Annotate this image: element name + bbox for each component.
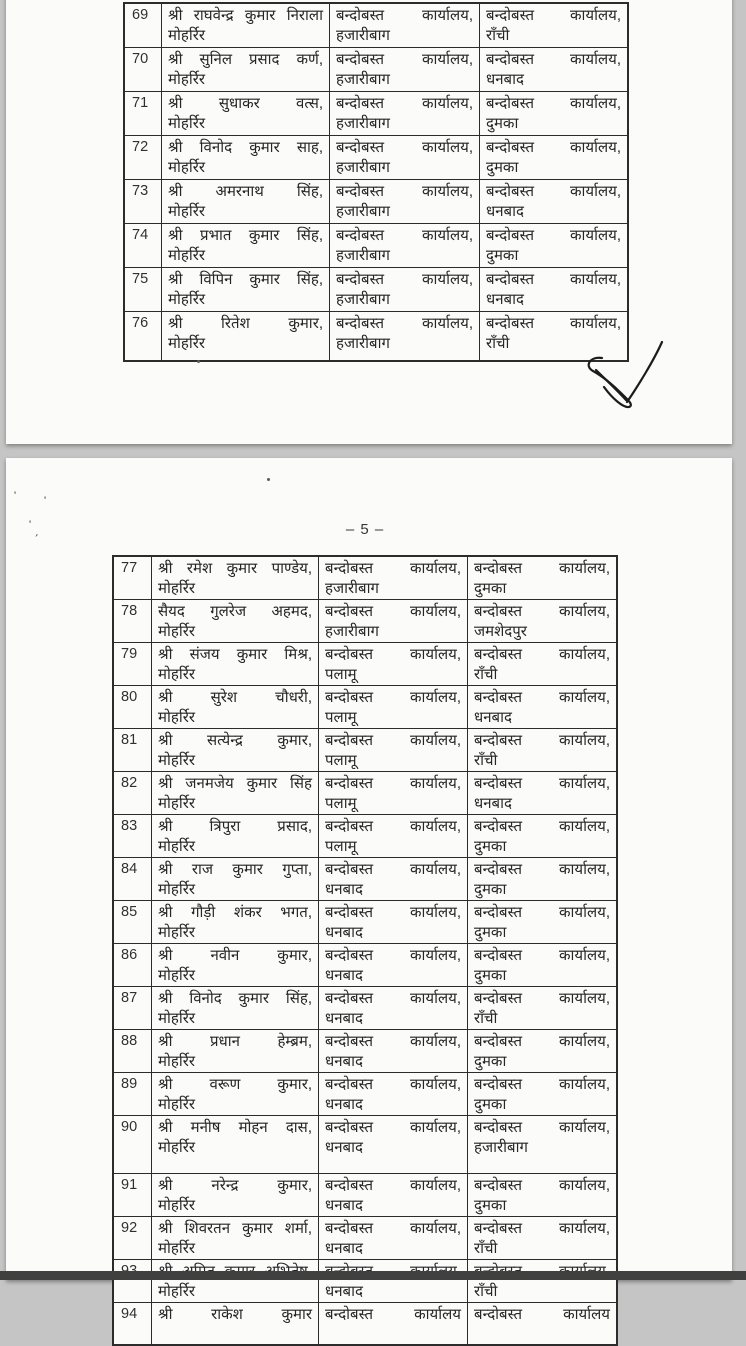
page-number: – 5 –: [345, 521, 385, 538]
name-cell-line: मोहर्रिर: [168, 202, 205, 220]
from-office-cell-line: बन्दोबस्त कार्यालय,: [325, 947, 461, 964]
name-cell: [162, 48, 330, 91]
table-row: [125, 180, 627, 224]
to-office-cell-line: बन्दोबस्त कार्यालय,: [474, 947, 610, 964]
ink-speck: ': [29, 519, 32, 531]
to-office-cell: [480, 48, 627, 91]
name-cell-line: श्री सत्येन्द्र कुमार,: [158, 732, 312, 749]
to-office-cell: [468, 1260, 616, 1302]
table-row: [114, 772, 616, 815]
to-office-cell: [468, 557, 616, 599]
bottom-bar: [0, 1271, 746, 1280]
to-office-cell-line: बन्दोबस्त कार्यालय,: [474, 689, 610, 706]
to-office-cell: [480, 92, 627, 135]
table-row: [114, 901, 616, 944]
to-office-cell-line: दुमका: [474, 966, 507, 984]
serial-number-cell: 79: [114, 643, 152, 685]
name-cell: [152, 901, 319, 943]
scanned-page-5: [6, 458, 732, 1323]
to-office-cell-line: बन्दोबस्त कार्यालय,: [486, 183, 621, 200]
from-office-cell-line: धनबाद: [325, 1239, 363, 1257]
from-office-cell: [319, 944, 468, 986]
to-office-cell: [480, 180, 627, 223]
to-office-cell-line: दुमका: [486, 158, 519, 176]
name-cell-line: श्री मनीष मोहन दास,: [158, 1119, 312, 1136]
name-cell: [162, 312, 330, 360]
name-cell: [152, 729, 319, 771]
to-office-cell-line: राँची: [474, 751, 498, 769]
to-office-cell-line: बन्दोबस्त कार्यालय,: [474, 990, 610, 1007]
serial-number-cell: 71: [125, 92, 162, 135]
from-office-cell-line: बन्दोबस्त कार्यालय,: [325, 990, 461, 1007]
ink-speck: [267, 478, 270, 481]
to-office-cell: [468, 858, 616, 900]
name-cell-line: श्री गौड़ी शंकर भगत,: [158, 904, 312, 921]
name-cell: [152, 1116, 319, 1173]
to-office-cell: [468, 901, 616, 943]
name-cell-line: श्री शिवरतन कुमार शर्मा,: [158, 1220, 312, 1237]
serial-number-cell: 80: [114, 686, 152, 728]
from-office-cell-line: बन्दोबस्त कार्यालय,: [336, 51, 473, 68]
table-row: [114, 1116, 616, 1174]
from-office-cell-line: हजारीबाग: [336, 334, 390, 352]
to-office-cell-line: दुमका: [474, 880, 507, 898]
name-cell: [162, 224, 330, 267]
name-cell-line: मोहर्रिर: [168, 290, 205, 308]
signature-scribble: [572, 336, 676, 416]
table-row: [114, 1174, 616, 1217]
to-office-cell-line: बन्दोबस्त कार्यालय,: [474, 560, 610, 577]
from-office-cell-line: बन्दोबस्त कार्यालय,: [325, 689, 461, 706]
to-office-cell-line: दुमका: [474, 837, 507, 855]
from-office-cell-line: पलामू: [325, 751, 357, 769]
table-row: [125, 268, 627, 312]
from-office-cell-line: बन्दोबस्त कार्यालय,: [325, 861, 461, 878]
to-office-cell-line: बन्दोबस्त कार्यालय,: [474, 904, 610, 921]
to-office-cell-line: धनबाद: [486, 70, 524, 88]
name-cell: [152, 858, 319, 900]
name-cell-line: श्री वरूण कुमार,: [158, 1076, 312, 1093]
to-office-cell-line: बन्दोबस्त कार्यालय,: [486, 271, 621, 288]
name-cell-line: मोहर्रिर: [158, 622, 195, 640]
name-cell: [152, 643, 319, 685]
from-office-cell-line: बन्दोबस्त कार्यालय,: [325, 732, 461, 749]
to-office-cell: [468, 944, 616, 986]
name-cell-line: श्री सुधाकर वत्स,: [168, 95, 323, 112]
from-office-cell: [319, 987, 468, 1029]
to-office-cell: [468, 686, 616, 728]
to-office-cell: [468, 1217, 616, 1259]
to-office-cell: [480, 268, 627, 311]
to-office-cell: [468, 1030, 616, 1072]
to-office-cell-line: धनबाद: [486, 202, 524, 220]
from-office-cell-line: पलामू: [325, 665, 357, 683]
from-office-cell-line: धनबाद: [325, 966, 363, 984]
name-cell-line: श्री राकेश कुमार: [158, 1306, 312, 1323]
from-office-cell-line: पलामू: [325, 794, 357, 812]
table-row: [125, 312, 627, 360]
ink-speck: ': [14, 490, 17, 502]
name-cell: [152, 1303, 319, 1344]
name-cell: [152, 1260, 319, 1302]
name-cell-line: मोहर्रिर: [158, 751, 195, 769]
from-office-cell-line: बन्दोबस्त कार्यालय,: [336, 7, 473, 24]
from-office-cell: [319, 600, 468, 642]
from-office-cell-line: हजारीबाग: [336, 202, 390, 220]
name-cell: [152, 987, 319, 1029]
table-row: [114, 1030, 616, 1073]
serial-number-cell: 92: [114, 1217, 152, 1259]
name-cell-line: श्री राज कुमार गुप्ता,: [158, 861, 312, 878]
name-cell-line: श्री सुरेश चौधरी,: [158, 689, 312, 706]
to-office-cell-line: बन्दोबस्त कार्यालय,: [486, 7, 621, 24]
from-office-cell: [319, 643, 468, 685]
serial-number-cell: 78: [114, 600, 152, 642]
from-office-cell-line: पलामू: [325, 708, 357, 726]
from-office-cell-line: हजारीबाग: [336, 158, 390, 176]
from-office-cell-line: हजारीबाग: [336, 246, 390, 264]
name-cell: [152, 1073, 319, 1115]
serial-number-cell: 83: [114, 815, 152, 857]
name-cell: [152, 1174, 319, 1216]
from-office-cell-line: बन्दोबस्त कार्यालय,: [336, 139, 473, 156]
serial-number-cell: 89: [114, 1073, 152, 1115]
to-office-cell-line: दुमका: [486, 114, 519, 132]
serial-number-cell: 69: [125, 4, 162, 47]
from-office-cell-line: बन्दोबस्त कार्यालय,: [336, 183, 473, 200]
name-cell: [162, 180, 330, 223]
name-cell-line: मोहर्रिर: [168, 246, 205, 264]
transfer-table-page4: [123, 2, 629, 362]
from-office-cell: [330, 48, 480, 91]
to-office-cell-line: बन्दोबस्त कार्यालय,: [474, 603, 610, 620]
name-cell-line: श्री जनमजेय कुमार सिंह: [158, 775, 312, 792]
table-row: [125, 4, 627, 48]
to-office-cell-line: बन्दोबस्त कार्यालय,: [474, 1119, 610, 1136]
from-office-cell: [319, 815, 468, 857]
name-cell: [152, 1030, 319, 1072]
from-office-cell-line: बन्दोबस्त कार्यालय,: [325, 1119, 461, 1136]
table-row: [114, 600, 616, 643]
name-cell: [152, 600, 319, 642]
name-cell-line: मोहर्रिर: [168, 334, 205, 352]
from-office-cell-line: बन्दोबस्त कार्यालय,: [325, 1220, 461, 1237]
to-office-cell: [468, 1174, 616, 1216]
from-office-cell-line: हजारीबाग: [325, 579, 379, 597]
to-office-cell-line: दुमका: [474, 923, 507, 941]
table-row: [114, 858, 616, 901]
to-office-cell-line: बन्दोबस्त कार्यालय,: [474, 1177, 610, 1194]
from-office-cell-line: बन्दोबस्त कार्यालय,: [325, 646, 461, 663]
name-cell-line: मोहर्रिर: [168, 70, 205, 88]
to-office-cell-line: बन्दोबस्त कार्यालय,: [486, 315, 621, 332]
from-office-cell: [330, 224, 480, 267]
table-row: [114, 686, 616, 729]
name-cell-line: मोहर्रिर: [158, 1138, 195, 1156]
serial-number-cell: [114, 1260, 152, 1302]
name-cell-line: श्री विपिन कुमार सिंह,: [168, 271, 323, 288]
from-office-cell-line: धनबाद: [325, 1196, 363, 1214]
serial-number-cell: 82: [114, 772, 152, 814]
to-office-cell-line: धनबाद: [486, 290, 524, 308]
name-cell-line: मोहर्रिर: [158, 665, 195, 683]
from-office-cell: [330, 268, 480, 311]
to-office-cell: [468, 987, 616, 1029]
name-cell-line: श्री प्रधान हेम्ब्रम,: [158, 1033, 312, 1050]
from-office-cell-line: हजारीबाग: [325, 622, 379, 640]
name-cell-line: मोहर्रिर: [158, 837, 195, 855]
to-office-cell: [468, 1073, 616, 1115]
name-cell-line: श्री प्रभात कुमार सिंह,: [168, 227, 323, 244]
to-office-cell-line: दुमका: [474, 1196, 507, 1214]
from-office-cell-line: धनबाद: [325, 1009, 363, 1027]
to-office-cell-line: दुमका: [474, 1052, 507, 1070]
serial-number-cell: 87: [114, 987, 152, 1029]
ink-speck: [197, 360, 200, 363]
from-office-cell-line: बन्दोबस्त कार्यालय,: [336, 271, 473, 288]
to-office-cell-line: राँची: [486, 334, 510, 352]
name-cell-line: मोहर्रिर: [158, 1009, 195, 1027]
from-office-cell-line: धनबाद: [325, 1095, 363, 1113]
name-cell-line: श्री अमरनाथ सिंह,: [168, 183, 323, 200]
to-office-cell: [468, 643, 616, 685]
table-row: [114, 1260, 616, 1303]
from-office-cell-line: धनबाद: [325, 1052, 363, 1070]
serial-number-cell: 72: [125, 136, 162, 179]
to-office-cell: [468, 600, 616, 642]
to-office-cell-line: बन्दोबस्त कार्यालय,: [486, 227, 621, 244]
from-office-cell: [319, 1260, 468, 1302]
name-cell-line: मोहर्रिर: [158, 1282, 195, 1300]
to-office-cell-line: बन्दोबस्त कार्यालय,: [474, 775, 610, 792]
from-office-cell-line: हजारीबाग: [336, 114, 390, 132]
name-cell-line: मोहर्रिर: [168, 114, 205, 132]
from-office-cell: [330, 4, 480, 47]
to-office-cell-line: बन्दोबस्त कार्यालय,: [474, 861, 610, 878]
to-office-cell: [480, 136, 627, 179]
name-cell-line: मोहर्रिर: [158, 708, 195, 726]
from-office-cell-line: बन्दोबस्त कार्यालय,: [336, 95, 473, 112]
table-row: [114, 1217, 616, 1260]
from-office-cell: [330, 180, 480, 223]
from-office-cell-line: बन्दोबस्त कार्यालय,: [325, 603, 461, 620]
to-office-cell-line: जमशेदपुर: [474, 622, 527, 640]
from-office-cell-line: पलामू: [325, 837, 357, 855]
table-row: [125, 136, 627, 180]
name-cell: [152, 944, 319, 986]
serial-number-cell: 81: [114, 729, 152, 771]
ink-speck: ,: [33, 527, 44, 539]
from-office-cell-line: बन्दोबस्त कार्यालय,: [325, 1177, 461, 1194]
name-cell-line: मोहर्रिर: [158, 579, 195, 597]
from-office-cell-line: बन्दोबस्त कार्यालय: [325, 1306, 461, 1323]
serial-number-cell: 90: [114, 1116, 152, 1173]
from-office-cell: [319, 1303, 468, 1344]
to-office-cell-line: राँची: [474, 1282, 498, 1300]
to-office-cell-line: राँची: [474, 1009, 498, 1027]
serial-number-cell: 94: [114, 1303, 152, 1344]
to-office-cell: [480, 4, 627, 47]
name-cell-line: मोहर्रिर: [158, 880, 195, 898]
to-office-cell-line: बन्दोबस्त कार्यालय,: [474, 1076, 610, 1093]
to-office-cell: [468, 729, 616, 771]
from-office-cell-line: बन्दोबस्त कार्यालय,: [325, 1076, 461, 1093]
transfer-table-page5: [112, 555, 618, 1346]
name-cell: [162, 268, 330, 311]
table-row: [114, 987, 616, 1030]
from-office-cell: [319, 686, 468, 728]
serial-number-cell: 86: [114, 944, 152, 986]
name-cell-line: श्री सुनिल प्रसाद कर्ण,: [168, 51, 323, 68]
ink-speck: ': [44, 495, 47, 507]
from-office-cell: [319, 1073, 468, 1115]
table-row: [114, 815, 616, 858]
table-row: [125, 48, 627, 92]
name-cell-line: श्री विनोद कुमार सिंह,: [158, 990, 312, 1007]
to-office-cell-line: राँची: [474, 1239, 498, 1257]
name-cell-line: सैयद गुलरेज अहमद,: [158, 603, 312, 620]
table-row: [114, 1303, 616, 1344]
to-office-cell-line: राँची: [474, 665, 498, 683]
to-office-cell-line: बन्दोबस्त कार्यालय,: [474, 1033, 610, 1050]
name-cell-line: मोहर्रिर: [158, 794, 195, 812]
to-office-cell-line: दुमका: [486, 246, 519, 264]
to-office-cell-line: बन्दोबस्त कार्यालय: [474, 1306, 610, 1323]
name-cell-line: श्री त्रिपुरा प्रसाद,: [158, 818, 312, 835]
table-row: [114, 1073, 616, 1116]
from-office-cell-line: बन्दोबस्त कार्यालय,: [325, 1033, 461, 1050]
name-cell-line: श्री रितेश कुमार,: [168, 315, 323, 332]
to-office-cell-line: बन्दोबस्त कार्यालय,: [486, 139, 621, 156]
from-office-cell: [330, 136, 480, 179]
from-office-cell-line: बन्दोबस्त कार्यालय,: [336, 315, 473, 332]
to-office-cell: [468, 772, 616, 814]
to-office-cell: [480, 224, 627, 267]
name-cell: [162, 4, 330, 47]
to-office-cell-line: दुमका: [474, 1095, 507, 1113]
from-office-cell-line: बन्दोबस्त कार्यालय,: [325, 818, 461, 835]
serial-number-cell: 85: [114, 901, 152, 943]
to-office-cell-line: धनबाद: [474, 708, 512, 726]
to-office-cell: [468, 1303, 616, 1344]
name-cell-line: श्री विनोद कुमार साह,: [168, 139, 323, 156]
to-office-cell-line: बन्दोबस्त कार्यालय,: [486, 95, 621, 112]
table-row: [125, 92, 627, 136]
from-office-cell: [319, 901, 468, 943]
from-office-cell: [319, 557, 468, 599]
name-cell-line: श्री राघवेन्द्र कुमार निराला: [168, 7, 323, 24]
name-cell: [152, 1217, 319, 1259]
serial-number-cell: 77: [114, 557, 152, 599]
from-office-cell: [330, 312, 480, 360]
to-office-cell-line: राँची: [486, 26, 510, 44]
name-cell-line: श्री नरेन्द्र कुमार,: [158, 1177, 312, 1194]
from-office-cell: [330, 92, 480, 135]
serial-number-cell: 91: [114, 1174, 152, 1216]
from-office-cell: [319, 1116, 468, 1173]
table-row: [114, 729, 616, 772]
name-cell-line: मोहर्रिर: [158, 1239, 195, 1257]
from-office-cell: [319, 1174, 468, 1216]
serial-number-cell: 84: [114, 858, 152, 900]
serial-number-cell: 88: [114, 1030, 152, 1072]
table-row: [125, 224, 627, 268]
name-cell: [152, 772, 319, 814]
from-office-cell-line: हजारीबाग: [336, 26, 390, 44]
table-row: [114, 643, 616, 686]
table-row: [114, 944, 616, 987]
name-cell-line: मोहर्रिर: [158, 1095, 195, 1113]
from-office-cell-line: धनबाद: [325, 880, 363, 898]
from-office-cell: [319, 1030, 468, 1072]
name-cell-line: मोहर्रिर: [158, 1196, 195, 1214]
name-cell: [152, 686, 319, 728]
name-cell: [152, 557, 319, 599]
to-office-cell-line: बन्दोबस्त कार्यालय,: [474, 818, 610, 835]
from-office-cell: [319, 1217, 468, 1259]
to-office-cell: [468, 815, 616, 857]
to-office-cell-line: बन्दोबस्त कार्यालय,: [474, 646, 610, 663]
from-office-cell-line: बन्दोबस्त कार्यालय,: [325, 904, 461, 921]
serial-number-cell: 73: [125, 180, 162, 223]
serial-number-cell: 70: [125, 48, 162, 91]
name-cell-line: मोहर्रिर: [158, 966, 195, 984]
name-cell: [152, 815, 319, 857]
from-office-cell-line: बन्दोबस्त कार्यालय,: [325, 775, 461, 792]
to-office-cell-line: बन्दोबस्त कार्यालय,: [474, 732, 610, 749]
from-office-cell-line: धनबाद: [325, 923, 363, 941]
name-cell-line: श्री नवीन कुमार,: [158, 947, 312, 964]
to-office-cell-line: हजारीबाग: [474, 1138, 528, 1156]
name-cell-line: श्री संजय कुमार मिश्र,: [158, 646, 312, 663]
to-office-cell: [468, 1116, 616, 1173]
table-row: [114, 557, 616, 600]
to-office-cell-line: बन्दोबस्त कार्यालय,: [474, 1220, 610, 1237]
serial-number-cell: 75: [125, 268, 162, 311]
to-office-cell-line: धनबाद: [474, 794, 512, 812]
from-office-cell-line: हजारीबाग: [336, 70, 390, 88]
name-cell-line: मोहर्रिर: [158, 1052, 195, 1070]
name-cell-line: श्री रमेश कुमार पाण्डेय,: [158, 560, 312, 577]
from-office-cell-line: धनबाद: [325, 1282, 363, 1300]
name-cell: [162, 136, 330, 179]
from-office-cell: [319, 729, 468, 771]
name-cell-line: मोहर्रिर: [158, 923, 195, 941]
from-office-cell-line: हजारीबाग: [336, 290, 390, 308]
from-office-cell-line: बन्दोबस्त कार्यालय,: [325, 560, 461, 577]
serial-number-cell: 74: [125, 224, 162, 267]
to-office-cell-line: बन्दोबस्त कार्यालय,: [486, 51, 621, 68]
name-cell-line: मोहर्रिर: [168, 26, 205, 44]
from-office-cell-line: धनबाद: [325, 1138, 363, 1156]
name-cell: [162, 92, 330, 135]
from-office-cell-line: बन्दोबस्त कार्यालय,: [336, 227, 473, 244]
serial-number-cell: 76: [125, 312, 162, 360]
name-cell-line: मोहर्रिर: [168, 158, 205, 176]
to-office-cell-line: दुमका: [474, 579, 507, 597]
from-office-cell: [319, 772, 468, 814]
from-office-cell: [319, 858, 468, 900]
